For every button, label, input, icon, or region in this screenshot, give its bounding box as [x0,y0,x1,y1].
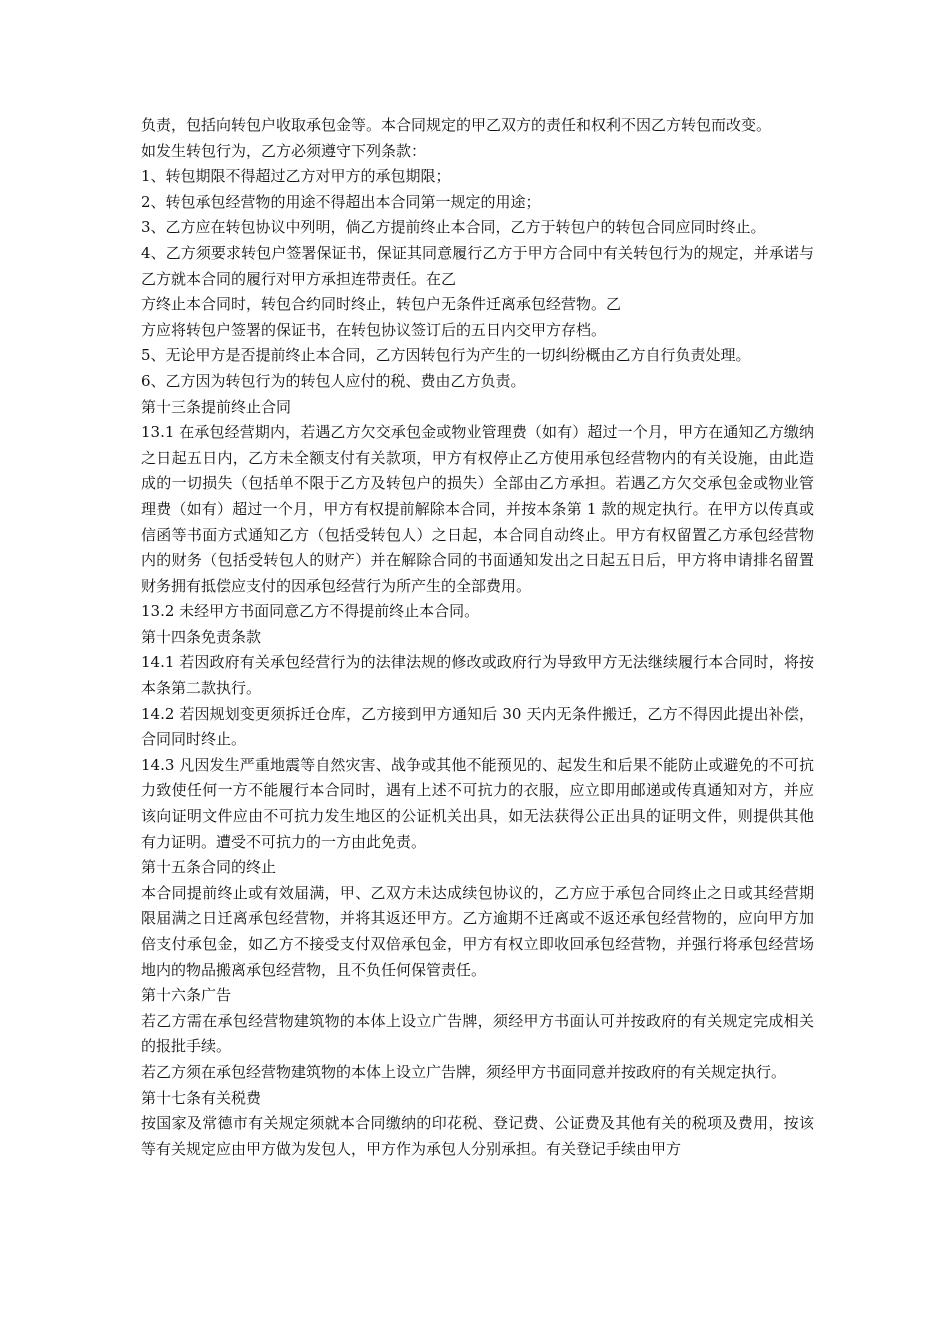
document-body [141,113,814,1162]
clause: 14.1 若因政府有关承包经营行为的法律法规的修改或政府行为导致甲方无法继续履行本合同时，将按本条第二款执行。 [141,653,814,698]
list-item: 5、无论甲方是否提前终止本合同，乙方因转包行为产生的一切纠纷概由乙方自行负责处理。 [141,346,751,365]
paragraph: 本合同提前终止或有效届满，甲、乙双方未达成续包协议的，乙方应于承包合同终止之日或其经营期限届满之日迁离承包经营物，并将其返还甲方。乙方逾期不迁离或不返还承包经营物的，应向甲方加倍支付承包金，如乙方不接受支付双倍承包金，甲方有权立即收回承包经营物，并强行将承包经营场地内的物品搬离承包经营物，且不负任何保管责任。 [141,883,814,979]
section-heading: 第十七条有关税费 [141,1088,262,1107]
paragraph: 若乙方须在承包经营物建筑物的本体上设立广告牌，须经甲方书面同意并按政府的有关规定执行。 [141,1062,787,1081]
clause: 14.2 若因规划变更须拆迁仓库，乙方接到甲方通知后 30 天内无条件搬迁，乙方不得因此提出补偿，合同同时终止。 [141,704,814,749]
list-item: 4、乙方须要求转包户签署保证书，保证其同意履行乙方于甲方合同中有关转包行为的规定，并承诺与乙方就本合同的履行对甲方承担连带责任。在乙 [141,243,814,288]
clause: 14.3 凡因发生严重地震等自然灾害、战争或其他不能预见的、起发生和后果不能防止或避免的不可抗力致使任何一方不能履行本合同时，遇有上述不可抗力的衣服，应立即用邮递或传真通知对方，并应该向证明文件应由不可抗力发生地区的公证机关出具，如无法获得公正出具的证明文件，则提供其他有力证明。遭受不可抗力的一方由此免责。 [141,755,814,851]
list-item: 1、转包期限不得超过乙方对甲方的承包期限； [141,167,451,186]
section-heading: 第十五条合同的终止 [141,858,277,877]
section-heading: 第十六条广告 [141,986,232,1005]
list-item: 6、乙方因为转包行为的转包人应付的税、费由乙方负责。 [141,371,526,390]
paragraph: 按国家及常德市有关规定须就本合同缴纳的印花税、登记费、公证费及其他有关的税项及费用，按该等有关规定应由甲方做为发包人，甲方作为承包人分别承担。有关登记手续由甲方 [141,1114,814,1158]
paragraph: 若乙方需在承包经营物建筑物的本体上设立广告牌，须经甲方书面认可并按政府的有关规定完成相关的报批手续。 [141,1011,814,1056]
paragraph: 如发生转包行为，乙方必须遵守下列条款： [141,141,427,160]
list-item: 3、乙方应在转包协议中列明，倘乙方提前终止本合同，乙方于转包户的转包合同应同时终止。 [141,218,766,237]
clause: 13.2 未经甲方书面同意乙方不得提前终止本合同。 [141,602,480,621]
paragraph: 负责，包括向转包户收取承包金等。本合同规定的甲乙双方的责任和权利不因乙方转包而改变。 [141,116,772,134]
paragraph: 方终止本合同时，转包合约同时终止，转包户无条件迁离承包经营物。乙 [141,295,622,314]
clause: 13.1 在承包经营期内，若遇乙方欠交承包金或物业管理费（如有）超过一个月，甲方在通知乙方缴纳之日起五日内，乙方未全额支付有关款项，甲方有权停止乙方使用承包经营物内的有关设施，由此造成的一切损失（包括单不限于乙方及转包户的损失）全部由乙方承担。若遇乙方欠交承包金或物业管理费（如有）超过一个月，甲方有权提前解除本合同，并按本条第 1 款的规定执行。在甲方以传真或信函等书面方式通知乙方（包括受转包人）之日起，本合同自动终止。甲方有权留置乙方承包经营物内的财务（包括受转包人的财产）并在解除合同的书面通知发出之日起五日后，甲方将申请排名留置财务拥有抵偿应支付的因承包经营行为所产生的全部费用。 [141,423,814,595]
section-heading: 第十四条免责条款 [141,627,262,646]
paragraph: 方应将转包户签署的保证书，在转包协议签订后的五日内交甲方存档。 [141,320,607,339]
section-heading: 第十三条提前终止合同 [141,397,292,416]
list-item: 2、转包承包经营物的用途不得超出本合同第一规定的用途； [141,192,541,211]
